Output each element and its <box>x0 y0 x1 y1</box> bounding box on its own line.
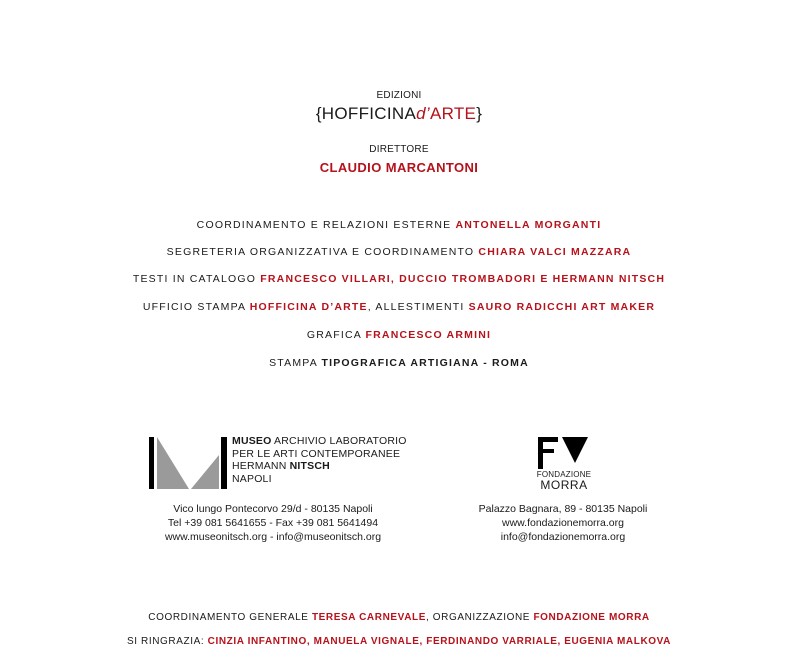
morra-contacts <box>463 502 663 544</box>
brand-d: d’ <box>416 104 430 123</box>
credit-role: UFFICIO STAMPA <box>142 301 246 313</box>
fondazione-morra-name <box>534 470 594 491</box>
credit-name: TIPOGRAFICA ARTIGIANA - ROMA <box>321 357 529 369</box>
credit-line <box>0 273 798 285</box>
museo-word: MUSEO <box>232 435 272 447</box>
credit-line <box>0 329 798 341</box>
credit-role: TESTI IN CATALOGO <box>132 273 257 285</box>
credit-name: CHIARA VALCI MAZZARA <box>478 246 632 258</box>
credit-role: STAMPA <box>269 357 318 369</box>
museo-nitsch-logo-icon <box>149 437 227 489</box>
museo-line3-plain: HERMANN <box>232 460 290 472</box>
credit-name-2: SAURO RADICCHI ART MAKER <box>468 301 656 313</box>
footer-line-1 <box>0 612 798 623</box>
museo-nitsch-name <box>232 435 407 485</box>
brand-arte: ARTE <box>429 104 477 123</box>
morra-address: Palazzo Bagnara, 89 - 80135 Napoli <box>478 503 648 515</box>
museo-address: Vico lungo Pontecorvo 29/d - 80135 Napoli <box>173 503 373 515</box>
morra-name-top: FONDAZIONE <box>536 470 592 479</box>
credit-line <box>0 246 798 258</box>
footer-thanks-label: SI RINGRAZIA: <box>127 636 205 647</box>
museo-phone: Tel +39 081 5641655 - Fax +39 081 5641494 <box>167 517 379 529</box>
footer-role-1: COORDINAMENTO GENERALE <box>148 612 309 623</box>
publisher-brand <box>0 104 798 124</box>
fondazione-morra-logo-icon <box>538 437 588 469</box>
credit-name: FRANCESCO ARMINI <box>365 329 492 341</box>
credit-line <box>0 301 798 313</box>
museo-line2: PER LE ARTI CONTEMPORANEE <box>232 447 401 460</box>
brand-hofficina: HOFFICINA <box>321 104 417 123</box>
edizioni-label: EDIZIONI <box>376 90 422 101</box>
footer-line-2 <box>0 636 798 647</box>
museo-contacts <box>160 502 386 544</box>
credit-role: GRAFICA <box>306 329 362 341</box>
brand-brace-close: } <box>476 104 483 123</box>
morra-email: info@fondazionemorra.org <box>500 531 626 543</box>
credit-role: COORDINAMENTO E RELAZIONI ESTERNE <box>196 219 452 231</box>
brand-brace-open: { <box>315 104 322 123</box>
footer-name-2: FONDAZIONE MORRA <box>533 612 650 623</box>
direttore-label: DIRETTORE <box>369 144 429 155</box>
footer-role-2: , ORGANIZZAZIONE <box>426 612 531 623</box>
museo-web: www.museonitsch.org - info@museonitsch.org <box>164 531 382 543</box>
credit-role-2: , ALLESTIMENTI <box>367 301 465 313</box>
footer-name-1: TERESA CARNEVALE <box>311 612 426 623</box>
museo-line4: NAPOLI <box>232 472 272 485</box>
footer-thanks-names: CINZIA INFANTINO, MANUELA VIGNALE, FERDINANDO VARRIALE, EUGENIA MALKOVA <box>207 636 671 647</box>
credit-line <box>0 219 798 231</box>
morra-name-bottom: MORRA <box>540 478 588 492</box>
direttore-name: CLAUDIO MARCANTONI <box>319 160 479 175</box>
museo-line3-bold: NITSCH <box>289 460 330 472</box>
museo-line1-rest: ARCHIVIO LABORATORIO <box>271 435 407 447</box>
morra-web: www.fondazionemorra.org <box>502 517 624 529</box>
credit-name: FRANCESCO VILLARI, DUCCIO TROMBADORI E HERMANN NITSCH <box>260 273 666 285</box>
credit-name: ANTONELLA MORGANTI <box>455 219 602 231</box>
credit-name: HOFFICINA D’ARTE <box>249 301 368 313</box>
credit-role: SEGRETERIA ORGANIZZATIVA E COORDINAMENTO <box>166 246 475 258</box>
credit-line <box>0 357 798 369</box>
